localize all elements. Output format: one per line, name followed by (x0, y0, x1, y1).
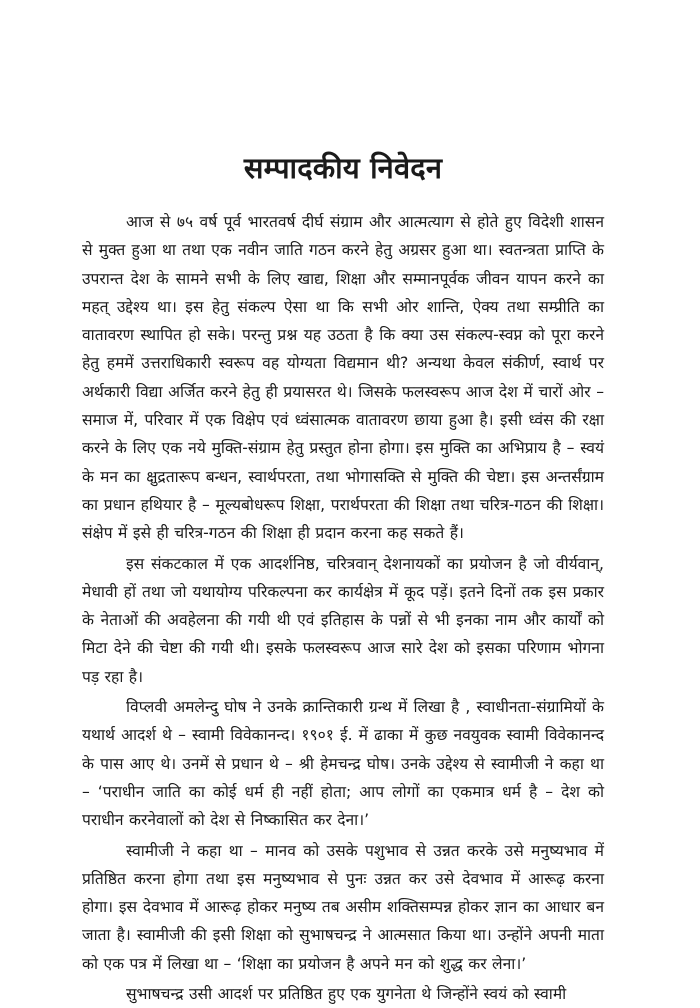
paragraph-5: सुभाषचन्द्र उसी आदर्श पर प्रतिष्ठित हुए एक युगनेता थे जिन्होंने स्वयं को स्वामी (126, 985, 567, 1004)
paragraph-3: विप्लवी अमलेन्दु घोष ने उनके क्रान्तिकारी ग्रन्थ में लिखा है , स्वाधीनता-संग्रामियों के यथार्थ आदर्श थे – स्वामी विवेकानन्द। १९०१ ई. में ढाका में कुछ नवयुवक स्वामी विवेकानन्द के पास आए थे। उनमें से प्रधान थे – श्री हेमचन्द्र घोष। उनके उद्देश्य से स्वामीजी ने कहा था – ‘पराधीन जाति का कोई धर्म ही नहीं होता; आप लोगों का एकमात्र धर्म है – देश को पराधीन करनेवालों को देश से निष्कासित कर देना।’ (82, 698, 604, 830)
paragraph-1: आज से ७५ वर्ष पूर्व भारतवर्ष दीर्घ संग्राम और आत्मत्याग से होते हुए विदेशी शासन से मुक्त हुआ था तथा एक नवीन जाति गठन करने हेतु अग्रसर हुआ था। स्वतन्त्रता प्राप्ति के उपरान्त देश के सामने सभी के लिए खाद्य, शिक्षा और सम्मानपूर्वक जीवन यापन करने का महत् उद्देश्य था। इस हेतु संकल्प ऐसा था कि सभी ओर शान्ति, ऐक्य तथा सम्प्रीति का वातावरण स्थापित हो सके। परन्तु प्रश्न यह उठता है कि क्या उस संकल्प-स्वप्न को पूरा करने हेतु हममें उत्तराधिकारी स्वरूप वह योग्यता विद्यमान थी? अन्यथा केवल संकीर्ण, स्वार्थ पर अर्थकारी विद्या अर्जित करने हेतु ही प्रयासरत थे। जिसके फलस्वरूप आज देश में चारों ओर – समाज में, परिवार में एक विक्षेप एवं ध्वंसात्मक वातावरण छाया हुआ है। इसी ध्वंस की रक्षा करने के लिए एक नये मुक्ति-संग्राम हेतु प्रस्तुत होना होगा। इस मुक्ति का अभिप्राय है – स्वयं के मन का क्षुद्रतारूप बन्धन, स्वार्थपरता, तथा भोगासक्ति से मुक्ति की चेष्टा। इस अन्तर्संग्राम का प्रधान हथियार है – मूल्यबोधरूप शिक्षा, परार्थपरता की शिक्षा तथा चरित्र-गठन की शिक्षा। संक्षेप में इसे ही चरित्र-गठन की शिक्षा ही प्रदान करना कह सकते हैं। (82, 213, 604, 543)
paragraph-4: स्वामीजी ने कहा था – मानव को उसके पशुभाव से उन्नत करके उसे मनुष्यभाव में प्रतिष्ठित करना होगा तथा इस मनुष्यभाव से पुनः उन्नत कर उसे देवभाव में आरूढ़ करना होगा। इस देवभाव में आरूढ़ होकर मनुष्य तब असीम शक्तिसम्पन्न होकर ज्ञान का आधार बन जाता है। स्वामीजी की इसी शिक्षा को सुभाषचन्द्र ने आत्मसात किया था। उन्होंने अपनी माता को एक पत्र में लिखा था – ‘शिक्षा का प्रयोजन है अपने मन को शुद्ध कर लेना।’ (82, 841, 604, 973)
paragraph-2: इस संकटकाल में एक आदर्शनिष्ठ, चरित्रवान् देशनायकों का प्रयोजन है जो वीर्यवान्, मेधावी हों तथा जो यथायोग्य परिकल्पना कर कार्यक्षेत्र में कूद पड़ें। इतने दिनों तक इस प्रकार के नेताओं की अवहेलना की गयी थी एवं इतिहास के पन्नों से भी इनका नाम और कार्यों को मिटा देने की चेष्टा की गयी थी। इसके फलस्वरूप आज सारे देश को इसका परिणाम भोगना पड़ रहा है। (82, 554, 604, 686)
page-title: सम्पादकीय निवेदन (243, 151, 443, 185)
